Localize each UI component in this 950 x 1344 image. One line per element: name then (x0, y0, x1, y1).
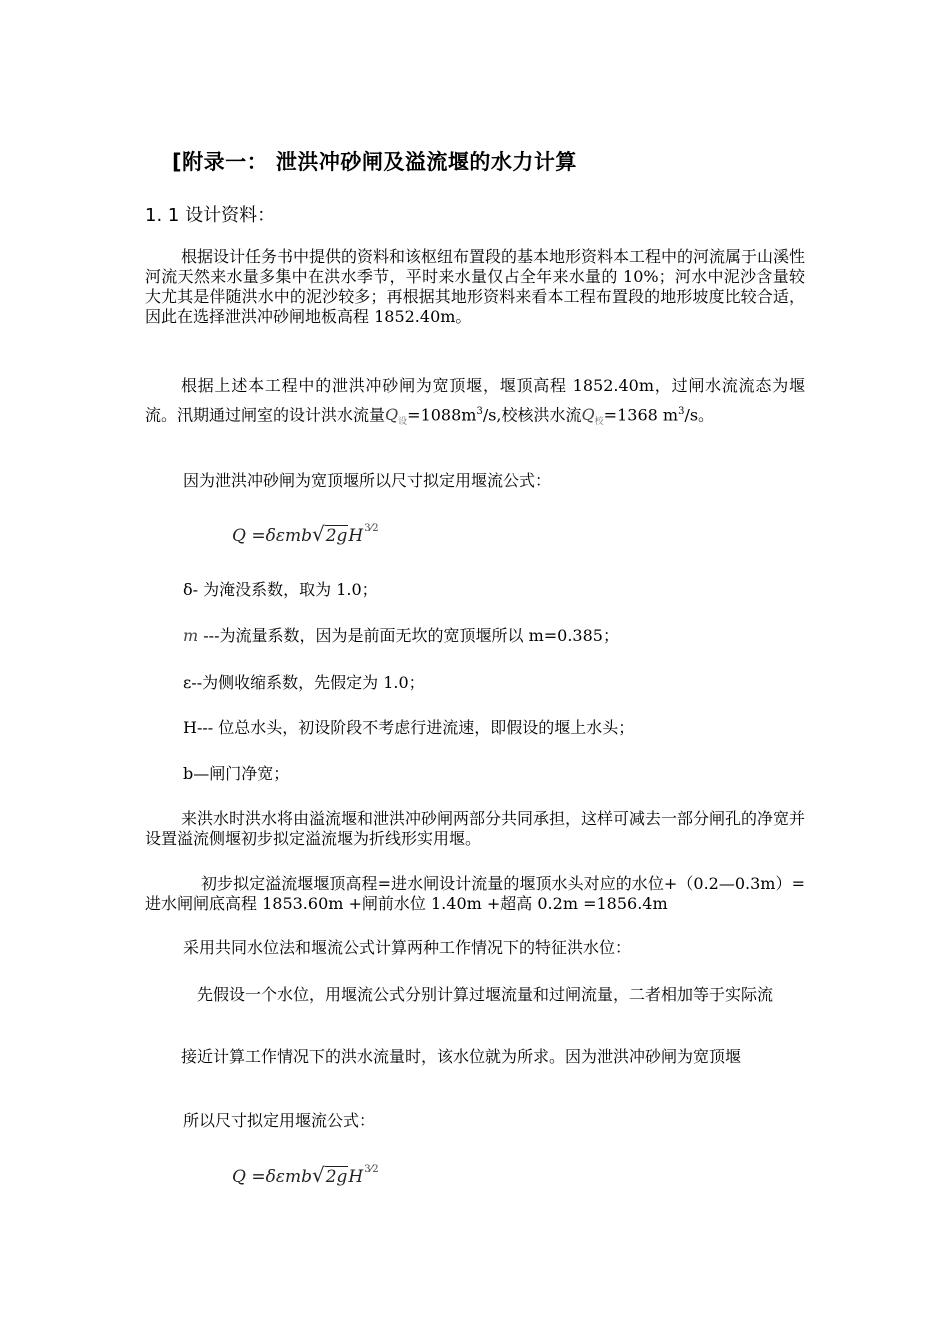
definition-h: H--- 位总水头，初设阶段不考虑行进流速，即假设的堰上水头； (183, 718, 635, 737)
appendix-title: [附录一： 泄洪冲砂闸及溢流堰的水力计算 (172, 150, 577, 174)
paragraph-method: 采用共同水位法和堰流公式计算两种工作情况下的特征洪水位： (183, 938, 632, 957)
q-design-symbol: $Q_设$ (385, 405, 408, 428)
discharge-text-d: =1368 m (603, 405, 679, 425)
discharge-text-b: =1088m (407, 405, 477, 425)
definition-epsilon: ε--为侧收缩系数，先假定为 1.0； (183, 673, 425, 692)
paragraph-approach: 接近计算工作情况下的洪水流量时，该水位就为所求。因为泄洪冲砂闸为宽顶堰 (181, 1047, 742, 1066)
definition-delta: δ- 为淹没系数，取为 1.0； (183, 580, 378, 599)
definition-m: m ---为流量系数，因为是前面无坎的宽顶堰所以 m=0.385； (183, 626, 619, 645)
paragraph-overflow-weir: 来洪水时洪水将由溢流堰和泄洪冲砂闸两部分共同承担，这样可减去一部分闸孔的净宽并设置溢流侧堰初步拟定溢流堰为折线形实用堰。 (145, 809, 806, 848)
discharge-text-e: /s。 (684, 405, 715, 425)
weir-flow-formula: $Q =\delta\varepsilon mb√2gH^{3⁄2}$ (232, 522, 379, 546)
discharge-text-c: /s,校核洪水流 (482, 405, 582, 425)
paragraph-assume-level: 先假设一个水位，用堰流公式分别计算过堰流量和过闸流量，二者相加等于实际流 (197, 985, 774, 1004)
section-heading: 1. 1 设计资料： (145, 205, 276, 226)
weir-flow-formula-2: $Q =\delta\varepsilon mb√2gH^{3⁄2}$ (232, 1163, 379, 1187)
paragraph-discharge: 根据上述本工程中的泄洪冲砂闸为宽顶堰，堰顶高程 1852.40m，过闸水流流态为堰流。汛期通过闸室的设计洪水流量$Q_设=1088m^3/s$,校核洪水流$Q_校=1368$ $m^3/s$。 (145, 376, 805, 428)
q-check-symbol: $Q_校$ (581, 405, 604, 428)
paragraph-weir-formula-intro: 因为泄洪冲砂闸为宽顶堰所以尺寸拟定用堰流公式： (183, 471, 552, 490)
paragraph-weir-crest: 初步拟定溢流堰堰顶高程=进水闸设计流量的堰顶水头对应的水位+（0.2—0.3m）=进水闸闸底高程 1853.60m +闸前水位 1.40m +超高 0.2m =1856.4m (145, 874, 805, 913)
paragraph-formula-intro-2: 所以尺寸拟定用堰流公式： (183, 1111, 376, 1130)
discharge-text-a: 根据上述本工程中的泄洪冲砂闸为宽顶堰，堰顶高程 1852.40m，过闸水流流态为堰流。汛期通过闸室的设计洪水流量 (145, 376, 805, 425)
definition-b: b—闸门净宽； (183, 764, 290, 783)
paragraph-design-data: 根据设计任务书中提供的资料和该枢纽布置段的基本地形资料本工程中的河流属于山溪性河流天然来水量多集中在洪水季节，平时来水量仅占全年来水量的 10%；河水中泥沙含量较大尤其是伴随洪水中的泥沙较多；再根据其地形资料来看本工程布置段的地形坡度比较合适，因此在选择泄洪冲砂闸地板高程 1852.40m。 (145, 247, 806, 326)
